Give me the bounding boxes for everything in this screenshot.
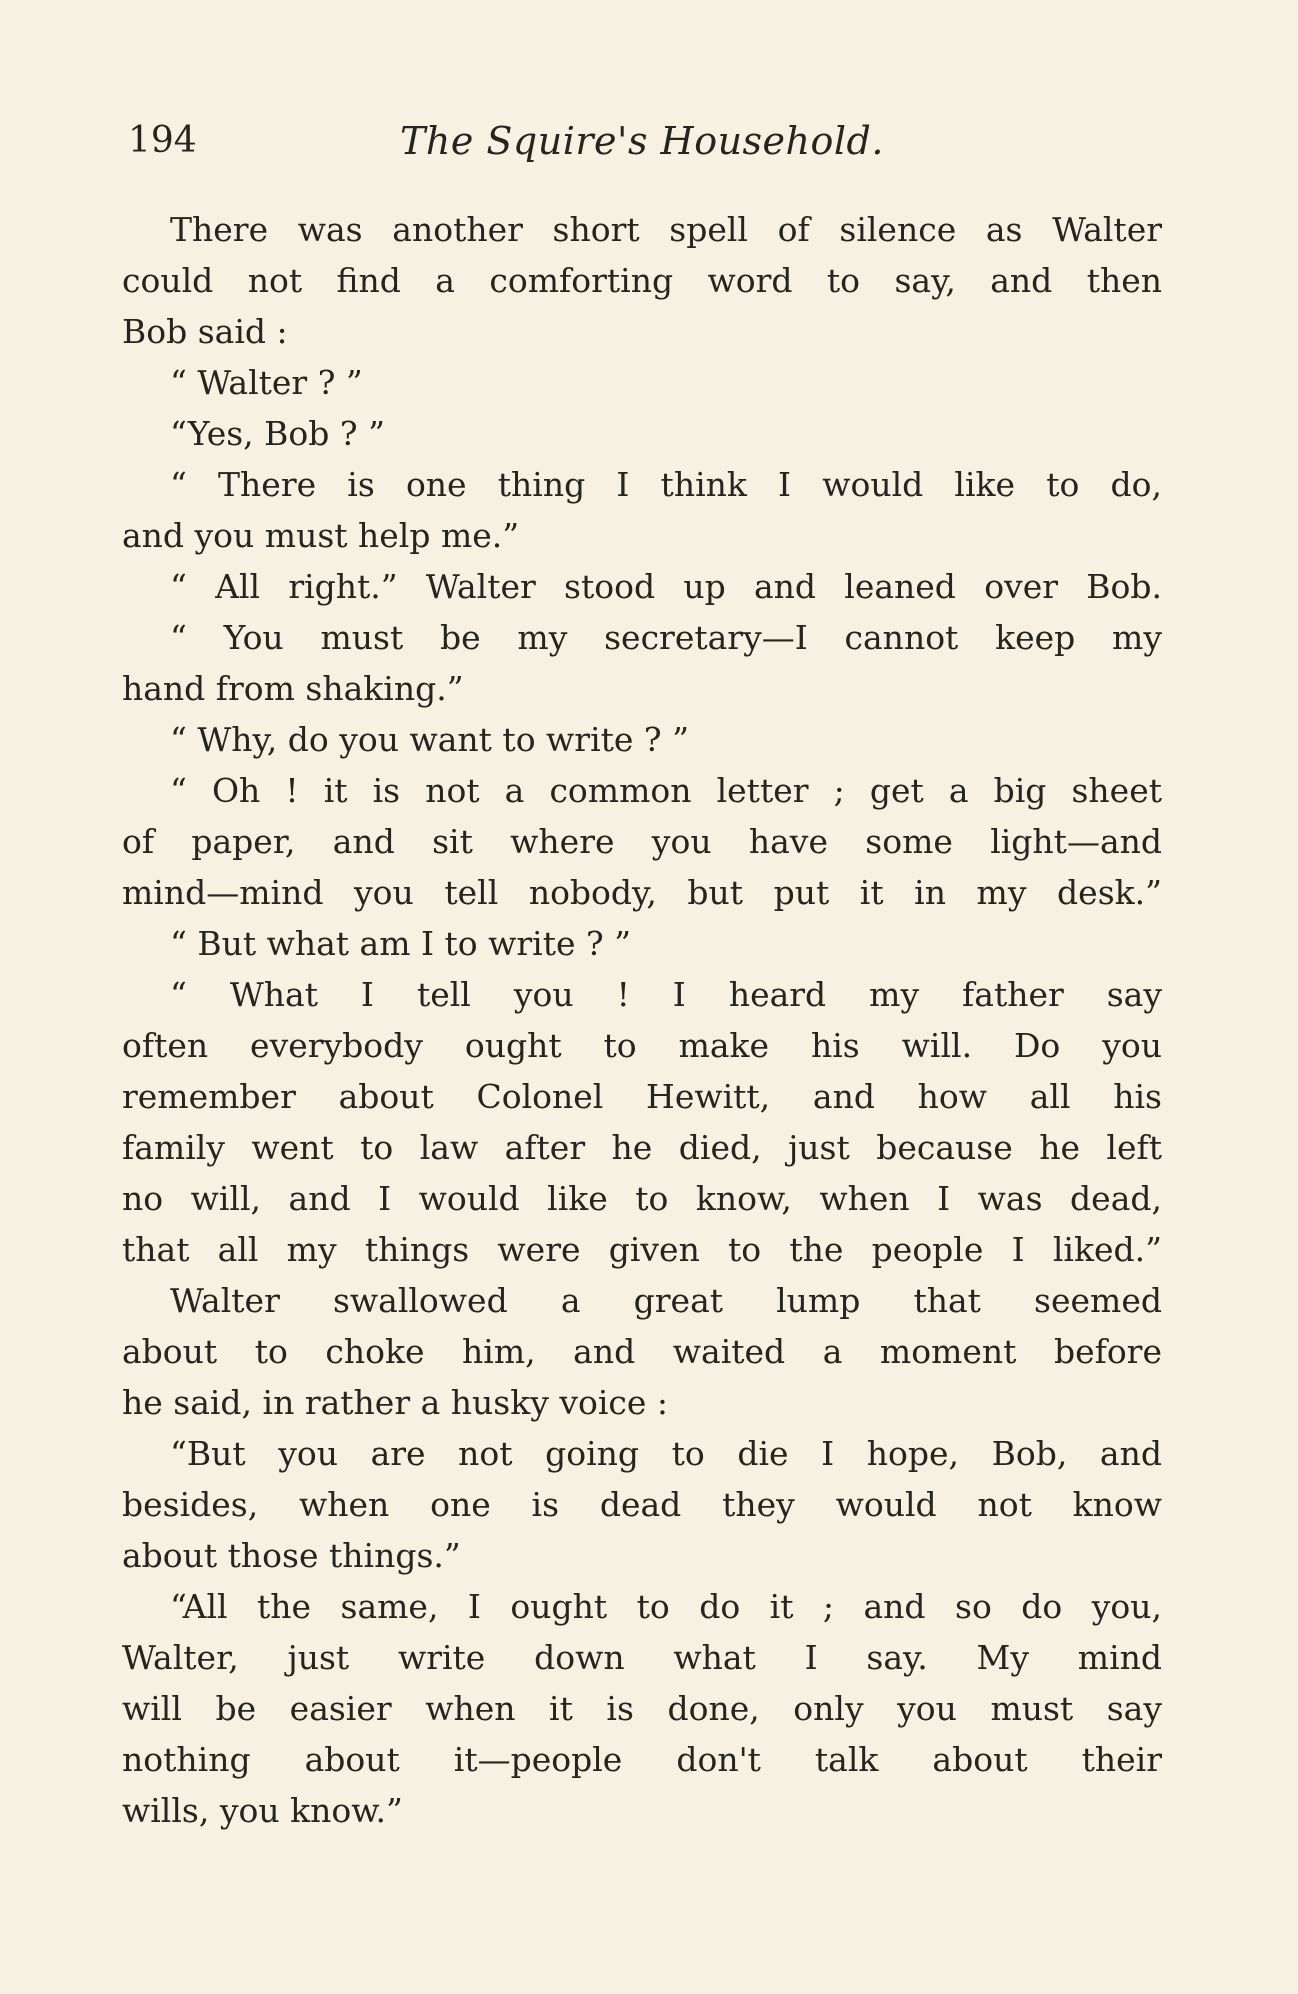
text-line: hand from shaking.”: [122, 669, 464, 708]
text-line: Walter swallowed a great lump that seemed: [170, 1281, 1162, 1320]
text-line: “ All right.” Walter stood up and leaned over Bob.: [170, 567, 1162, 606]
page-header: [128, 112, 1173, 170]
text-line: that all my things were given to the people I liked.”: [122, 1230, 1162, 1269]
text-line: Bob said :: [122, 312, 288, 351]
text-line: “But you are not going to die I hope, Bob, and: [170, 1434, 1162, 1473]
text-line: about to choke him, and waited a moment before: [122, 1332, 1162, 1371]
text-line: wills, you know.”: [122, 1791, 403, 1830]
page-number: 194: [128, 120, 197, 161]
text-line: “ There is one thing I think I would like to do,: [170, 465, 1162, 504]
text-line: remember about Colonel Hewitt, and how all his: [122, 1077, 1162, 1116]
text-line: “All the same, I ought to do it ; and so do you,: [170, 1587, 1162, 1626]
text-line: often everybody ought to make his will. Do you: [122, 1026, 1162, 1065]
text-line: mind—mind you tell nobody, but put it in my desk.”: [122, 873, 1162, 912]
text-line: family went to law after he died, just because he left: [122, 1128, 1162, 1167]
text-line: “Yes, Bob ? ”: [170, 414, 385, 453]
text-line: There was another short spell of silence as Walter: [170, 210, 1162, 249]
text-line: “ Walter ? ”: [170, 363, 363, 402]
text-line: “ What I tell you ! I heard my father say: [170, 975, 1162, 1014]
text-line: “ You must be my secretary—I cannot keep my: [170, 618, 1162, 657]
text-line: nothing about it—people don't talk about their: [122, 1740, 1162, 1779]
text-line: he said, in rather a husky voice :: [122, 1383, 669, 1422]
running-title: The Squire's Household.: [400, 119, 884, 163]
text-line: of paper, and sit where you have some light—and: [122, 822, 1162, 861]
text-line: “ Oh ! it is not a common letter ; get a big sheet: [170, 771, 1162, 810]
text-line: will be easier when it is done, only you must say: [122, 1689, 1162, 1728]
text-line: no will, and I would like to know, when I was dead,: [122, 1179, 1162, 1218]
text-line: besides, when one is dead they would not know: [122, 1485, 1162, 1524]
text-line: and you must help me.”: [122, 516, 520, 555]
text-line: “ But what am I to write ? ”: [170, 924, 632, 963]
body-text: [122, 204, 1162, 1836]
text-line: “ Why, do you want to write ? ”: [170, 720, 689, 759]
text-line: could not find a comforting word to say, and then: [122, 261, 1162, 300]
text-line: about those things.”: [122, 1536, 461, 1575]
text-line: Walter, just write down what I say. My mind: [122, 1638, 1162, 1677]
